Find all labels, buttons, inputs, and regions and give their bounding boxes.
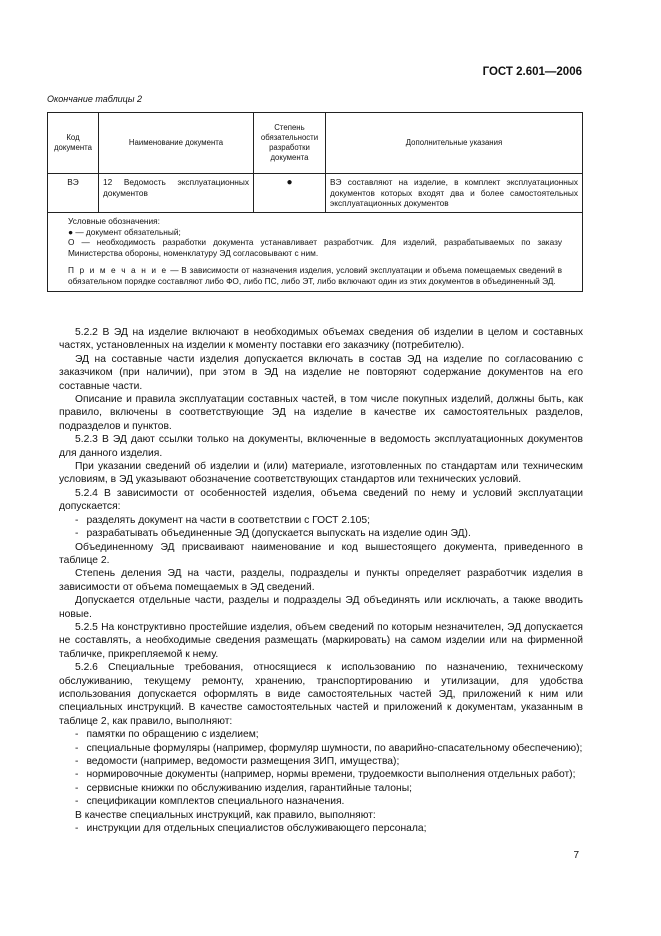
list-dash: -	[75, 823, 79, 835]
list-dash: -	[75, 782, 79, 794]
paragraph: ЭД на составные части изделия допускается включать в состав ЭД на изделие по согласованию с заказчиком (при наличии), при этом в ЭД на изделие не повторяют содержание документов на его составные части.	[59, 353, 583, 392]
header-notes: Дополнительные указания	[326, 113, 583, 174]
cell-note: ВЭ составляют на изделие, в комплект эксплуатационных документов которых входят два и более самостоятельных эксплуатационных документов	[326, 174, 583, 213]
document-header: ГОСТ 2.601—2006	[482, 66, 582, 78]
paragraph: В качестве специальных инструкций, как правило, выполняют:	[75, 809, 376, 821]
list-item-text: инструкции для отдельных специалистов обслуживающего персонала;	[86, 823, 427, 835]
paragraph: 5.2.4 В зависимости от особенностей изделия, объема сведений по нему и условий эксплуатации допускается:	[59, 487, 583, 513]
list-item-text: нормировочные документы (например, нормы времени, трудоемкости выполнения отдельных работ);	[86, 769, 576, 781]
header-code: Код документа	[48, 113, 99, 174]
list-dash: -	[75, 729, 79, 741]
list-dash: -	[75, 528, 79, 540]
cell-code: ВЭ	[48, 174, 99, 213]
page-number: 7	[573, 850, 579, 861]
list-item	[59, 514, 583, 527]
list-dash: -	[75, 796, 79, 808]
table-note	[68, 265, 562, 286]
cell-mark: ●	[254, 174, 326, 213]
paragraph: Объединенному ЭД присваивают наименование и код вышестоящего документа, приведенного в таблице 2.	[59, 541, 583, 566]
table-notes	[48, 213, 583, 292]
list-item	[59, 728, 583, 741]
paragraph: 5.2.5 На конструктивно простейшие изделия, объем сведений по которым незначителен, ЭД допускается не составлять, а необходимые сведения размещать (маркировать) на самом изделии или на фирменной табличке, прикрепляемой к нему.	[59, 621, 583, 660]
list-item-text: разделять документ на части в соответствии с ГОСТ 2.105;	[86, 514, 370, 526]
legend-title: Условные обозначения:	[68, 216, 160, 226]
header-degree: Степень обязательности разработки документа	[254, 113, 326, 174]
body-text	[59, 326, 583, 835]
list-item-text: разрабатывать объединенные ЭД (допускается выпускать на изделие один ЭД).	[86, 528, 471, 540]
paragraph: Степень деления ЭД на части, разделы, подразделы и пункты определяет разработчик изделия в зависимости от объема помещаемых в ЭД сведений.	[59, 568, 583, 593]
list-item-text: сервисные книжки по обслуживанию изделия, гарантийные талоны;	[86, 782, 412, 794]
legend-mandatory: ● — документ обязательный;	[68, 226, 181, 237]
paragraph: Допускается отдельные части, разделы и подразделы ЭД объединять или исключать, а также вводить новые.	[59, 595, 583, 620]
note-text: — В зависимости от назначения изделия, условий эксплуатации и объема помещаемых сведений в обязательном порядке составляют либо ФО, либо ПС, либо ЭТ, либо включают один из этих документов в объединенный ЭД.	[68, 265, 562, 287]
paragraph: 5.2.3 В ЭД дают ссылки только на документы, включенные в ведомость эксплуатационных документов для данного изделия.	[59, 434, 583, 459]
list-item-text: ведомости (например, ведомости размещения ЗИП, имущества);	[86, 756, 400, 767]
list-item	[59, 822, 583, 835]
table-caption: Окончание таблицы 2	[47, 94, 142, 104]
list-item-text: специальные формуляры (например, формуляр шумности, по аварийно-спасательному обеспечению);	[86, 742, 583, 754]
table-header-row	[48, 113, 583, 174]
table-notes-row	[48, 213, 583, 292]
paragraph: Описание и правила эксплуатации составных частей, в том числе покупных изделий, должны быть, как правило, включены в соответствующие ЭД на изделие в качестве их самостоятельных разделов, подразделов и пунктов.	[59, 394, 583, 432]
note-label: П р и м е ч а н и е	[68, 265, 168, 276]
paragraph: При указании сведений об изделии и (или) материале, изготовленных по стандартам или техническим условиям, в ЭД указывают обозначение соответствующих стандартов или технических условий.	[59, 461, 583, 486]
legend-optional: О — необходимость разработки документа устанавливает разработчик. Для изделий, разрабатываемых по заказу Министерства обороны, номенклатуру ЭД согласовывают с ним.	[68, 237, 562, 258]
list-dash: -	[75, 514, 79, 526]
table-row	[48, 174, 583, 213]
documents-table	[47, 112, 583, 292]
list-item	[59, 755, 583, 768]
header-name: Наименование документа	[99, 113, 254, 174]
list-item	[59, 742, 583, 755]
list-item-text: спецификации комплектов специального назначения.	[86, 796, 345, 808]
list-item	[59, 768, 583, 781]
list-item	[59, 795, 583, 808]
list-dash: -	[75, 756, 79, 767]
list-item	[59, 527, 583, 540]
paragraph: 5.2.2 В ЭД на изделие включают в необходимых объемах сведения об изделии в целом и составных частях, установленных на изделии к моменту поставки его заказчику (потребителю).	[59, 327, 583, 352]
paragraph: 5.2.6 Специальные требования, относящиеся к использованию по назначению, техническому обслуживанию, текущему ремонту, хранению, транспортированию и утилизации, для удобства использования допускается оформлять в виде самостоятельных частей ЭД, приложений к ним или специальных инструкций. В качестве самостоятельных частей и приложений к документам, указанным в таблице 2, как правило, выполняют:	[59, 662, 583, 727]
list-item-text: памятки по обращению с изделием;	[86, 729, 259, 741]
list-dash: -	[75, 769, 79, 781]
list-dash: -	[75, 742, 79, 754]
list-item	[59, 782, 583, 795]
cell-name: 12 Ведомость эксплуатационных документов	[99, 174, 254, 213]
